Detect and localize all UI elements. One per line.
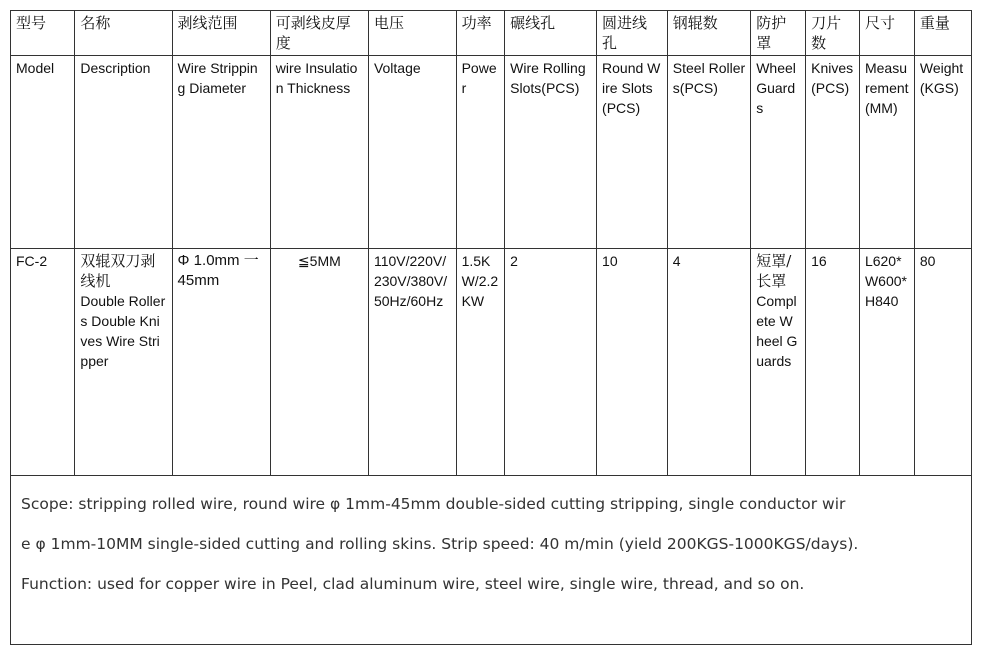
header-cn-name: 名称 bbox=[75, 11, 172, 56]
cell-guards-en: Complete Wheel Guards bbox=[756, 293, 798, 369]
header-en-rolling-slots: Wire Rolling Slots(PCS) bbox=[505, 56, 597, 249]
header-cn-power: 功率 bbox=[456, 11, 505, 56]
header-en-rollers: Steel Rollers(PCS) bbox=[667, 56, 750, 249]
header-en-round-slots: Round Wire Slots (PCS) bbox=[597, 56, 668, 249]
cell-voltage: 110V/220V/230V/380V/50Hz/60Hz bbox=[368, 249, 456, 476]
header-cn-guard: 防护罩 bbox=[751, 11, 806, 56]
cell-guards-cn: 短罩/长罩 bbox=[756, 252, 792, 290]
header-en-knives: Knives (PCS) bbox=[806, 56, 860, 249]
header-cn-round-slots: 圆进线孔 bbox=[597, 11, 668, 56]
notes-cell bbox=[11, 476, 972, 645]
cell-diameter: Φ 1.0mm 一 45mm bbox=[172, 249, 270, 476]
cell-power: 1.5KW/2.2KW bbox=[456, 249, 505, 476]
header-cn-rolling-slots: 碾线孔 bbox=[505, 11, 597, 56]
cell-measurement: L620*W600*H840 bbox=[859, 249, 914, 476]
cell-rolling-slots: 2 bbox=[505, 249, 597, 476]
header-en-weight: Weight (KGS) bbox=[914, 56, 971, 249]
header-en-guards: Wheel Guards bbox=[751, 56, 806, 249]
header-en-voltage: Voltage bbox=[368, 56, 456, 249]
cell-thickness: ≦5MM bbox=[270, 249, 368, 476]
cell-rollers: 4 bbox=[667, 249, 750, 476]
scope-note-line-2: e φ 1mm-10MM single-sided cutting and rolling skins. Strip speed: 40 m/min (yield 200KGS-1000KGS/days). bbox=[21, 535, 859, 553]
cell-description bbox=[75, 249, 172, 476]
spec-table bbox=[10, 10, 972, 645]
header-cn-diameter: 剥线范围 bbox=[172, 11, 270, 56]
table-row bbox=[11, 249, 972, 476]
header-cn-rollers: 钢辊数 bbox=[667, 11, 750, 56]
header-cn-measurement: 尺寸 bbox=[859, 11, 914, 56]
header-cn-knives: 刀片数 bbox=[806, 11, 860, 56]
header-row-english bbox=[11, 56, 972, 249]
header-en-thickness: wire Insulation Thickness bbox=[270, 56, 368, 249]
header-en-description: Description bbox=[75, 56, 172, 249]
header-cn-weight: 重量 bbox=[914, 11, 971, 56]
header-cn-model: 型号 bbox=[11, 11, 75, 56]
header-row-chinese bbox=[11, 11, 972, 56]
cell-description-en: Double Rollers Double Knives Wire Stripper bbox=[80, 293, 166, 369]
header-en-model: Model bbox=[11, 56, 75, 249]
function-note: Function: used for copper wire in Peel, clad aluminum wire, steel wire, single wire, thread, and so on. bbox=[21, 575, 805, 593]
cell-description-cn: 双辊双刀剥线机 bbox=[80, 252, 156, 290]
cell-guards bbox=[751, 249, 806, 476]
notes-row bbox=[11, 476, 972, 645]
header-cn-voltage: 电压 bbox=[368, 11, 456, 56]
cell-weight: 80 bbox=[914, 249, 971, 476]
scope-note-line-1: Scope: stripping rolled wire, round wire φ 1mm-45mm double-sided cutting stripping, single conductor wir bbox=[21, 495, 846, 513]
header-en-measurement: Measurement (MM) bbox=[859, 56, 914, 249]
cell-round-slots: 10 bbox=[597, 249, 668, 476]
header-cn-thickness: 可剥线皮厚度 bbox=[270, 11, 368, 56]
cell-model: FC-2 bbox=[11, 249, 75, 476]
cell-knives: 16 bbox=[806, 249, 860, 476]
header-en-diameter: Wire Stripping Diameter bbox=[172, 56, 270, 249]
header-en-power: Power bbox=[456, 56, 505, 249]
